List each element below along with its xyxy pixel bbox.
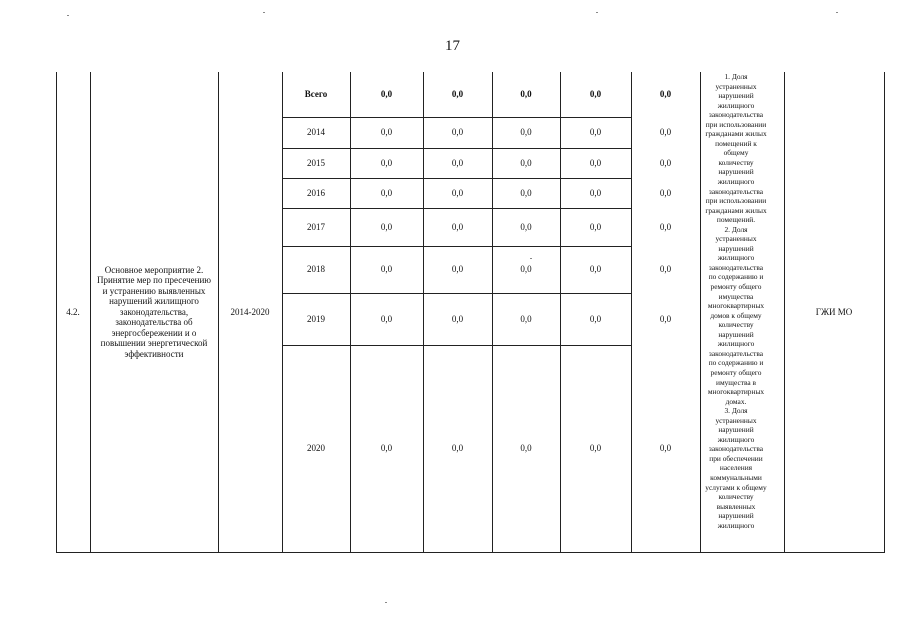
value-cell: 0,0: [520, 443, 532, 454]
indicator-line: гражданами жилых: [705, 205, 767, 215]
year-label: 2020: [307, 443, 325, 454]
indicator-line: услугами к общему: [705, 482, 767, 492]
indicator-line: имущества в: [715, 377, 756, 387]
value-cell: 0,0: [380, 157, 393, 168]
value-cell: 0,0: [659, 127, 672, 138]
indicator-line: ремонту общего: [710, 367, 762, 377]
value-cell: 0,0: [589, 89, 602, 100]
indicator-line: жилищного: [717, 100, 755, 110]
value-cell: 0,0: [380, 127, 393, 138]
year-label: 2018: [307, 264, 325, 275]
indicator-line: помещений.: [716, 215, 756, 225]
value-cell: 0,0: [589, 443, 602, 454]
indicator-line: населения: [719, 463, 753, 473]
indicator-line: коммунальными: [710, 472, 762, 482]
year-label: 2019: [307, 313, 325, 324]
value-cell: 0,0: [659, 157, 672, 168]
period: 2014-2020: [230, 306, 270, 317]
indicator-line: 3. Доля: [724, 406, 748, 416]
indicator-line: жилищного: [717, 177, 755, 187]
value-cell: 0,0: [659, 89, 672, 100]
scan-speck: [263, 12, 265, 13]
value-cell: 0,0: [451, 313, 464, 324]
value-cell: 0,0: [520, 313, 532, 324]
indicator-line: многоквартирных: [707, 387, 765, 397]
value-cell: 0,0: [451, 443, 464, 454]
indicator-line: 2. Доля: [724, 224, 748, 234]
indicator-line: количеству: [718, 492, 754, 502]
indicator-line: по содержанию и: [708, 272, 764, 282]
scan-speck: [67, 15, 69, 16]
year-label: 2017: [307, 221, 325, 232]
value-cell: 0,0: [520, 264, 532, 275]
indicator-line: устраненных: [715, 415, 757, 425]
page-number: 17: [445, 38, 460, 54]
indicator-line: при обеспечении: [709, 453, 763, 463]
value-cell: 0,0: [380, 221, 393, 232]
indicator-line: ремонту общего: [710, 282, 762, 292]
scan-speck: [836, 12, 838, 13]
indicator-line: законодательства: [708, 186, 764, 196]
indicator-line: количеству: [718, 320, 754, 330]
indicator-line: жилищного: [717, 434, 755, 444]
column-rule: [90, 72, 91, 552]
indicator-line: законодательства: [708, 262, 764, 272]
year-label: 2015: [307, 157, 325, 168]
indicator-line: при использовании: [705, 119, 767, 129]
value-cell: 0,0: [380, 187, 393, 198]
year-label: 2016: [307, 187, 325, 198]
table-bottom-rule: [56, 552, 885, 553]
value-cell: 0,0: [589, 313, 602, 324]
value-cell: 0,0: [380, 89, 393, 100]
value-cell: 0,0: [380, 443, 393, 454]
value-cell: 0,0: [451, 221, 464, 232]
scan-speck: [596, 12, 598, 13]
indicator-line: законодательства: [708, 444, 764, 454]
indicator-line: домах.: [725, 396, 747, 406]
indicator-line: нарушений: [718, 91, 754, 101]
value-cell: 0,0: [520, 187, 532, 198]
value-cell: 0,0: [589, 127, 602, 138]
value-cell: 0,0: [380, 264, 393, 275]
year-label: 2014: [307, 127, 325, 138]
indicator-line: законодательства: [708, 110, 764, 120]
indicator-line: количеству: [718, 157, 754, 167]
year-label: Всего: [304, 89, 328, 100]
indicator-line: нарушений: [718, 329, 754, 339]
indicator-line: домов к общему: [710, 310, 762, 320]
value-cell: 0,0: [520, 157, 532, 168]
indicator-line: нарушений: [718, 425, 754, 435]
value-cell: 0,0: [659, 313, 672, 324]
indicator-line: жилищного: [717, 520, 755, 530]
value-cell: 0,0: [589, 187, 602, 198]
indicator-line: выявленных: [716, 501, 756, 511]
indicator-line: при использовании: [705, 196, 767, 206]
value-cell: 0,0: [380, 313, 393, 324]
value-cell: 0,0: [451, 187, 464, 198]
indicator-line: имущества: [718, 291, 754, 301]
value-cell: 0,0: [659, 221, 672, 232]
value-cell: 0,0: [451, 89, 464, 100]
indicator-line: 1. Доля: [724, 72, 748, 81]
scan-speck: [385, 602, 387, 603]
indicators-cell: [692, 72, 780, 550]
indicator-line: нарушений: [718, 511, 754, 521]
indicator-line: нарушений: [718, 167, 754, 177]
indicator-line: устраненных: [715, 234, 757, 244]
value-cell: 0,0: [520, 221, 532, 232]
indicator-line: помещений к: [715, 138, 757, 148]
executor: ГЖИ МО: [815, 306, 853, 317]
value-cell: 0,0: [659, 443, 672, 454]
indicator-line: гражданами жилых: [705, 129, 767, 139]
indicator-line: жилищного: [717, 253, 755, 263]
value-cell: 0,0: [589, 221, 602, 232]
indicator-line: общему: [723, 148, 749, 158]
indicator-line: по содержанию и: [708, 358, 764, 368]
value-cell: 0,0: [659, 264, 672, 275]
value-cell: 0,0: [589, 264, 602, 275]
indicator-line: законодательства: [708, 348, 764, 358]
value-cell: 0,0: [659, 187, 672, 198]
value-cell: 0,0: [451, 157, 464, 168]
indicator-line: нарушений: [718, 243, 754, 253]
value-cell: 0,0: [451, 127, 464, 138]
value-cell: 0,0: [520, 89, 532, 100]
row-index: 4.2.: [66, 306, 80, 317]
value-cell: 0,0: [589, 157, 602, 168]
scan-speck: [530, 258, 532, 259]
indicator-line: устраненных: [715, 81, 757, 91]
measure-name: Основное мероприятие 2. Принятие мер по пресечению и устранению выявленных нарушений жилищного законодательства, законодательства об энергосбережении и о повышении энергетической эффективности: [96, 264, 212, 359]
value-cell: 0,0: [520, 127, 532, 138]
column-rule: [884, 72, 885, 552]
indicator-line: многоквартирных: [707, 301, 765, 311]
indicator-line: жилищного: [717, 339, 755, 349]
value-cell: 0,0: [451, 264, 464, 275]
